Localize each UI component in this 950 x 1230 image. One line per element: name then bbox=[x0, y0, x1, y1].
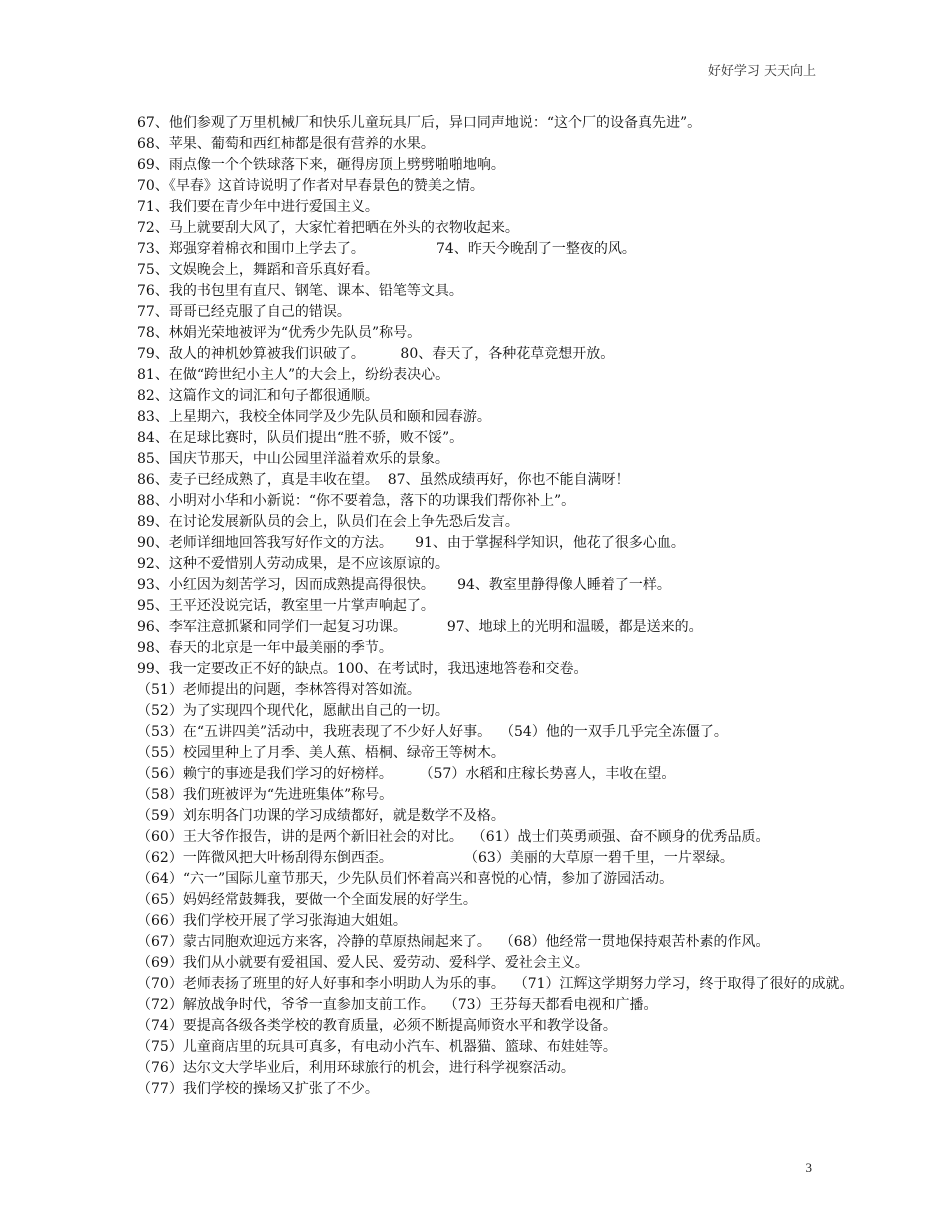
sentence-line: （56）赖宁的事迹是我们学习的好榜样。 （57）水稻和庄稼长势喜人，丰收在望。 bbox=[137, 766, 676, 782]
sentence-line: （76）达尔文大学毕业后，利用环球旅行的机会，进行科学视察活动。 bbox=[137, 1060, 575, 1076]
sentence-line: （55）校园里种上了月季、美人蕉、梧桐、绿帝王等树木。 bbox=[137, 745, 505, 761]
sentence-line: （77）我们学校的操场又扩张了不少。 bbox=[137, 1081, 379, 1097]
sentence-line: 69、雨点像一个个铁球落下来，砸得房顶上劈劈啪啪地响。 bbox=[137, 157, 505, 173]
sentence-line: 84、在足球比赛时，队员们提出“胜不骄，败不馁”。 bbox=[137, 430, 464, 446]
sentence-line: 72、马上就要刮大风了，大家忙着把晒在外头的衣物收起来。 bbox=[137, 220, 519, 236]
sentence-list bbox=[137, 113, 950, 1100]
page-number: 3 bbox=[805, 1160, 812, 1175]
sentence-line: 83、上星期六，我校全体同学及少先队员和颐和园春游。 bbox=[137, 409, 491, 425]
sentence-line: （69）我们从小就要有爱祖国、爱人民、爱劳动、爱科学、爱社会主义。 bbox=[137, 955, 589, 971]
sentence-line: （72）解放战争时代，爷爷一直参加支前工作。 （73）王芬每天都看电视和广播。 bbox=[137, 997, 658, 1013]
sentence-line: （64）“六一”国际儿童节那天，少先队员们怀着高兴和喜悦的心情，参加了游园活动。 bbox=[137, 871, 674, 887]
sentence-line: 77、哥哥已经克服了自己的错误。 bbox=[137, 304, 351, 320]
sentence-line: （60）王大爷作报告，讲的是两个新旧社会的对比。 （61）战士们英勇顽强、奋不顾身的优秀品质。 bbox=[137, 829, 770, 845]
sentence-line: 98、春天的北京是一年中最美丽的季节。 bbox=[137, 640, 393, 656]
sentence-line: （66）我们学校开展了学习张海迪大姐姐。 bbox=[137, 913, 407, 929]
sentence-line: 99、我一定要改正不好的缺点。100、在考试时，我迅速地答卷和交卷。 bbox=[137, 661, 588, 677]
sentence-line: 71、我们要在青少年中进行爱国主义。 bbox=[137, 199, 379, 215]
sentence-line: （52）为了实现四个现代化，愿献出自己的一切。 bbox=[137, 703, 449, 719]
sentence-line: （53）在“五讲四美”活动中，我班表现了不少好人好事。 （54）他的一双手几乎完全冻僵了。 bbox=[137, 724, 728, 740]
sentence-line: （58）我们班被评为“先进班集体”称号。 bbox=[137, 787, 394, 803]
sentence-line: 89、在讨论发展新队员的会上，队员们在会上争先恐后发言。 bbox=[137, 514, 519, 530]
sentence-line: （74）要提高各级各类学校的教育质量，必须不断提高师资水平和教学设备。 bbox=[137, 1018, 617, 1034]
sentence-line: 82、这篇作文的词汇和句子都很通顺。 bbox=[137, 388, 379, 404]
sentence-line: 76、我的书包里有直尺、钢笔、课本、铅笔等文具。 bbox=[137, 283, 463, 299]
sentence-line: 79、敌人的神机妙算被我们识破了。 80、春天了，各种花草竞想开放。 bbox=[137, 346, 615, 362]
sentence-line: 93、小红因为刻苦学习，因而成熟提高得很快。 94、教室里静得像人睡着了一样。 bbox=[137, 577, 671, 593]
sentence-line: 70、《早春》这首诗说明了作者对早春景色的赞美之情。 bbox=[137, 178, 484, 194]
sentence-line: （65）妈妈经常鼓舞我，要做一个全面发展的好学生。 bbox=[137, 892, 477, 908]
sentence-line: （70）老师表扬了班里的好人好事和李小明助人为乐的事。 （71）江辉这学期努力学习，终于取得了很好的成就。 bbox=[137, 976, 854, 992]
sentence-line: 73、郑强穿着棉衣和围巾上学去了。 74、昨天今晚刮了一整夜的风。 bbox=[137, 241, 636, 257]
sentence-line: 67、他们参观了万里机械厂和快乐儿童玩具厂后，异口同声地说：“这个厂的设备真先进”。 bbox=[137, 115, 702, 131]
sentence-line: 88、小明对小华和小新说：“你不要着急，落下的功课我们帮你补上”。 bbox=[137, 493, 576, 509]
sentence-line: （75）儿童商店里的玩具可真多，有电动小汽车、机器猫、篮球、布娃娃等。 bbox=[137, 1039, 617, 1055]
sentence-line: 92、这种不爱惜别人劳动成果，是不应该原谅的。 bbox=[137, 556, 449, 572]
sentence-line: （59）刘东明各门功课的学习成绩都好，就是数学不及格。 bbox=[137, 808, 505, 824]
sentence-line: 95、王平还没说完话，教室里一片掌声响起了。 bbox=[137, 598, 435, 614]
sentence-line: （62）一阵微风把大叶杨刮得东倒西歪。 （63）美丽的大草原一碧千里，一片翠绿。 bbox=[137, 850, 734, 866]
page-header: 好好学习 天天向上 bbox=[707, 64, 816, 79]
sentence-line: 68、苹果、葡萄和西红柿都是很有营养的水果。 bbox=[137, 136, 435, 152]
sentence-line: 96、李军注意抓紧和同学们一起复习功课。 97、地球上的光明和温暖，都是送来的。 bbox=[137, 619, 703, 635]
sentence-line: 86、麦子已经成熟了，真是丰收在望。 87、虽然成绩再好，你也不能自满呀！ bbox=[137, 472, 630, 488]
sentence-line: 78、林娟光荣地被评为“优秀少先队员”称号。 bbox=[137, 325, 422, 341]
sentence-line: 75、文娱晚会上，舞蹈和音乐真好看。 bbox=[137, 262, 379, 278]
sentence-line: （51）老师提出的问题，李林答得对答如流。 bbox=[137, 682, 421, 698]
sentence-line: 90、老师详细地回答我写好作文的方法。 91、由于掌握科学知识，他花了很多心血。 bbox=[137, 535, 685, 551]
sentence-line: 81、在做“跨世纪小主人”的大会上，纷纷表决心。 bbox=[137, 367, 450, 383]
sentence-line: （67）蒙古同胞欢迎远方来客，冷静的草原热闹起来了。 （68）他经常一贯地保持艰苦朴素的作风。 bbox=[137, 934, 770, 950]
sentence-line: 85、国庆节那天，中山公园里洋溢着欢乐的景象。 bbox=[137, 451, 449, 467]
